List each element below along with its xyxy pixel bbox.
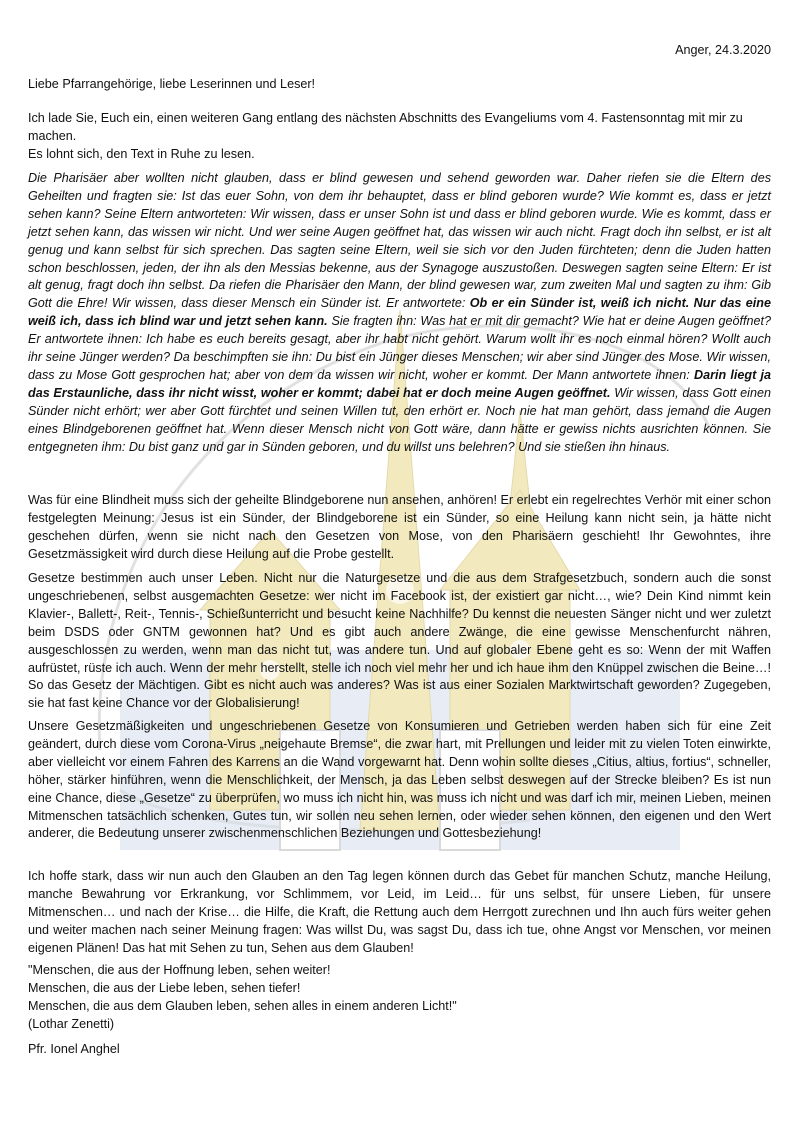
quote-author: (Lothar Zenetti) [28, 1016, 115, 1031]
gospel-text: Die Pharisäer aber wollten nicht glauben, dass er blind gewesen und sehend geworden war. Daher riefen sie die Eltern des Geheilten und fragten sie: Ist das euer Sohn, von dem ihr behauptet, dass er blind geboren wurde? Wie kommt es, dass er jetzt sehen kann? Seine Eltern antworteten: Wir wissen, dass er unser Sohn ist und dass er blind geboren wurde. Wie es kommt, dass er jetzt sehen kann, das wissen wir nicht. Und wer seine Augen geöffnet hat, das wissen wir auch nicht. Fragt doch ihn selbst, er ist alt genug und kann selbst für sich sprechen. Das sagten seine Eltern, weil sie sich vor den Juden fürchteten; denn die Juden hatten schon beschlossen, jeden, der ihn als den Messias bekenne, aus der Synagoge auszustoßen. Deswegen sagten seine Eltern: Er ist alt genug, fragt doch ihn selbst. Da riefen die Pharisäer den Mann, der blind gewesen war, zum zweiten Mal und sagten zu ihm: Gib Gott die Ehre! Wir wissen, dass dieser Mensch ein Sünder ist. Er antwortete: [28, 171, 771, 311]
intro-line: Ich lade Sie, Euch ein, einen weiteren Gang entlang des nächsten Abschnitts des Evangeliums vom 4. Fastensonntag mit mir zu machen. [28, 111, 743, 143]
reflection-paragraph: Ich hoffe stark, dass wir nun auch den Glauben an den Tag legen können durch das Gebet für manchen Schutz, manche Heilung, manche Bewahrung vor Erkrankung, vor Schlimmem, vor Leid, im Leid… für uns selbst, für unsere Lieben, für unsere Mitmenschen… und nach der Krise… die Hilfe, die Kraft, die Rettung auch dem Herrgott zurechnen und Ihn auch fürs weiter gehen und weiter machen nach seiner Meinung fragen: Was willst Du, was sagst Du, dass ich tue, ohne Angst vor Menschen, vor meinen eigenen Plänen! Das hat mit Sehen zu tun, Sehen aus dem Glauben! [28, 869, 771, 955]
intro-line: Es lohnt sich, den Text in Ruhe zu lesen. [28, 146, 255, 161]
intro-block [28, 110, 771, 164]
gospel-text: Wir wissen, dass Gott einen Sünder nicht erhört; wer aber Gott fürchtet und seinen Willen tut, den erhört er. Noch nie hat man gehört, dass jemand die Augen eines Blindgeborenen geöffnet hat. Wenn dieser Mensch nicht von Gott wäre, dann hätte er gewiss nichts ausrichten können. Sie entgegneten ihm: Du bist ganz und gar in Sünden geboren, und du willst uns belehren? Und sie stießen ihn hinaus. [28, 385, 771, 454]
letter-date: Anger, 24.3.2020 [675, 43, 771, 57]
signature: Pfr. Ionel Anghel [28, 1042, 120, 1056]
gospel-emphasis: Darin liegt ja das Erstaunliche, dass ihr nicht wisst, woher er kommt; dabei hat er doch meine Augen geöffnet. [28, 367, 771, 400]
reflection-paragraph: Was für eine Blindheit muss sich der geheilte Blindgeborene nun ansehen, anhören! Er erlebt ein regelrechtes Verhör mit einer schon festgelegten Meinung: Jesus ist ein Sünder, der Blindgeborene ist ein Sünder, so eine Heilung kann nicht sein, ja hätte nicht geschehen dürfen, wenn sie nicht nach den Gesetzen von Mose, von den Pharisäern geschieht! Ihr Gewohntes, ihre Gesetzmässigkeit wird durch diese Heilung auf die Probe gestellt. [28, 493, 771, 561]
quote-line: Menschen, die aus dem Glauben leben, sehen alles in einem anderen Licht!" [28, 998, 457, 1013]
reflection-paragraph: Gesetze bestimmen auch unser Leben. Nicht nur die Naturgesetze und die aus dem Strafgesetzbuch, sondern auch die sonst ungeschriebenen, selbst ausgemachten Gesetze: wer nicht im Facebook ist, der existiert gar nicht…, wie? Dein Kind nimmt kein Klavier-, Ballett-, Reit-, Tennis-, Schießunterricht und besucht keine Nachhilfe? Du kennst die neuesten Sänger nicht und wer zuletzt beim DSDS oder GNTM gewonnen hat? Und es gibt auch andere Zwänge, die eine gewisse Menschenfurcht nähren, ausgeschlossen zu werden, wenn man das nicht tut, was andere tun. Und auf globaler Ebene geht es so: Wenn der mit Waffen aufrüstet, rüste ich auch. Wenn der mehr herstellt, stelle ich noch viel mehr her und ich haue ihm den Knüppel zwischen die Beine…! So das Gesetz der Mächtigen. Gibt es nicht auch was anderes? Was ist aus einer Sozialen Marktwirtschaft geworden? Zugegeben, sie hat fast keine Chance vor der Globalisierung! [28, 571, 771, 711]
salutation: Liebe Pfarrangehörige, liebe Leserinnen und Leser! [28, 77, 316, 91]
quote-line: Menschen, die aus der Liebe leben, sehen tiefer! [28, 980, 301, 995]
quote-line: "Menschen, die aus der Hoffnung leben, sehen weiter! [28, 963, 331, 977]
gospel-text: Sie fragten ihn: Was hat er mit dir gemacht? Wie hat er deine Augen geöffnet? Er antwortete ihnen: Ich habe es euch bereits gesagt, aber ihr habt nicht gehört. Warum wollt ihr es noch einmal hören? Wollt auch ihr seine Jünger werden? Da beschimpften sie ihn: Du bist ein Jünger dieses Menschen; wir aber sind Jünger des Mose. Wir wissen, dass zu Mose Gott gesprochen hat; aber von dem da wissen wir nicht, woher er kommt. Der Mann antwortete ihnen: [28, 314, 771, 382]
reflection-paragraph: Unsere Gesetzmäßigkeiten und ungeschriebenen Gesetze von Konsumieren und Getrieben werden haben sich für eine Zeit geändert, durch diese vom Corona-Virus „neigehaute Bremse“, die zwar hart, mit Prellungen und leider mit zu vielen Toten einwirkte, aber vielleicht vor einem Fahren des Karrens an die Wand vorgewarnt hat. Denn wohin sollte dieses „Citius, altius, fortius“, schneller, höher, stärker hinführen, wenn die Menschlichkeit, der Mensch, ja das Leben selbst deswegen auf der Strecke bleiben? Es ist nun eine Chance, diese „Gesetze“ zu überprüfen, wo muss ich nicht hin, was muss ich nicht und was darf ich mir, meinen Lieben, meinen Mitmenschen tatsächlich schenken, Gutes tun, wir sollen neu sehen lernen, oder wieder sehen können, den eigenen und den Wert anderer, die Bedeutung unserer zwischenmenschlichen Beziehungen und Gottesbeziehung! [28, 719, 771, 841]
closing-quote [28, 962, 457, 1034]
gospel-passage [28, 170, 771, 457]
gospel-emphasis: Ob er ein Sünder ist, weiß ich nicht. Nur das eine weiß ich, dass ich blind war und jetzt sehen kann. [28, 296, 771, 329]
